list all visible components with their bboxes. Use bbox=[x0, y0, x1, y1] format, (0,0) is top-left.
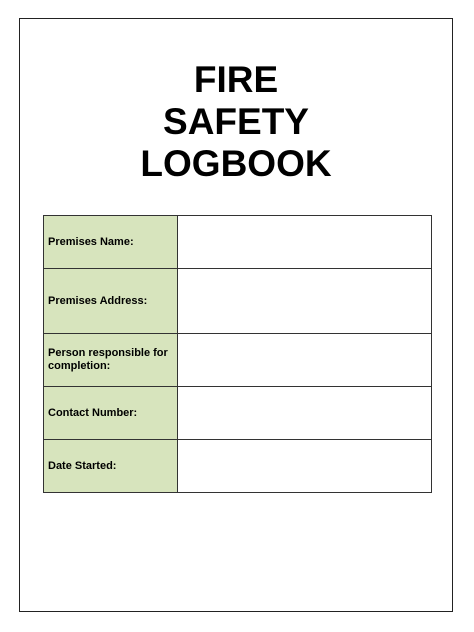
logbook-title bbox=[20, 59, 452, 185]
table-row-contact-number bbox=[44, 387, 432, 440]
table-row-person-responsible bbox=[44, 334, 432, 387]
contact-number-field[interactable] bbox=[178, 387, 432, 440]
date-started-field[interactable] bbox=[178, 440, 432, 493]
table-row-premises-name bbox=[44, 216, 432, 269]
title-line-safety: SAFETY bbox=[163, 101, 309, 142]
person-responsible-field[interactable] bbox=[178, 334, 432, 387]
premises-name-label: Premises Name: bbox=[44, 216, 178, 269]
premises-address-field[interactable] bbox=[178, 269, 432, 334]
table-row-premises-address bbox=[44, 269, 432, 334]
premises-details-table bbox=[43, 215, 432, 493]
contact-number-label: Contact Number: bbox=[44, 387, 178, 440]
logbook-cover-page bbox=[19, 18, 453, 612]
title-line-logbook: LOGBOOK bbox=[140, 143, 332, 184]
title-line-fire: FIRE bbox=[193, 59, 279, 100]
date-started-label: Date Started: bbox=[44, 440, 178, 493]
table-row-date-started bbox=[44, 440, 432, 493]
premises-address-label: Premises Address: bbox=[44, 269, 178, 334]
premises-name-field[interactable] bbox=[178, 216, 432, 269]
person-responsible-label: Person responsible for completion: bbox=[44, 334, 178, 387]
